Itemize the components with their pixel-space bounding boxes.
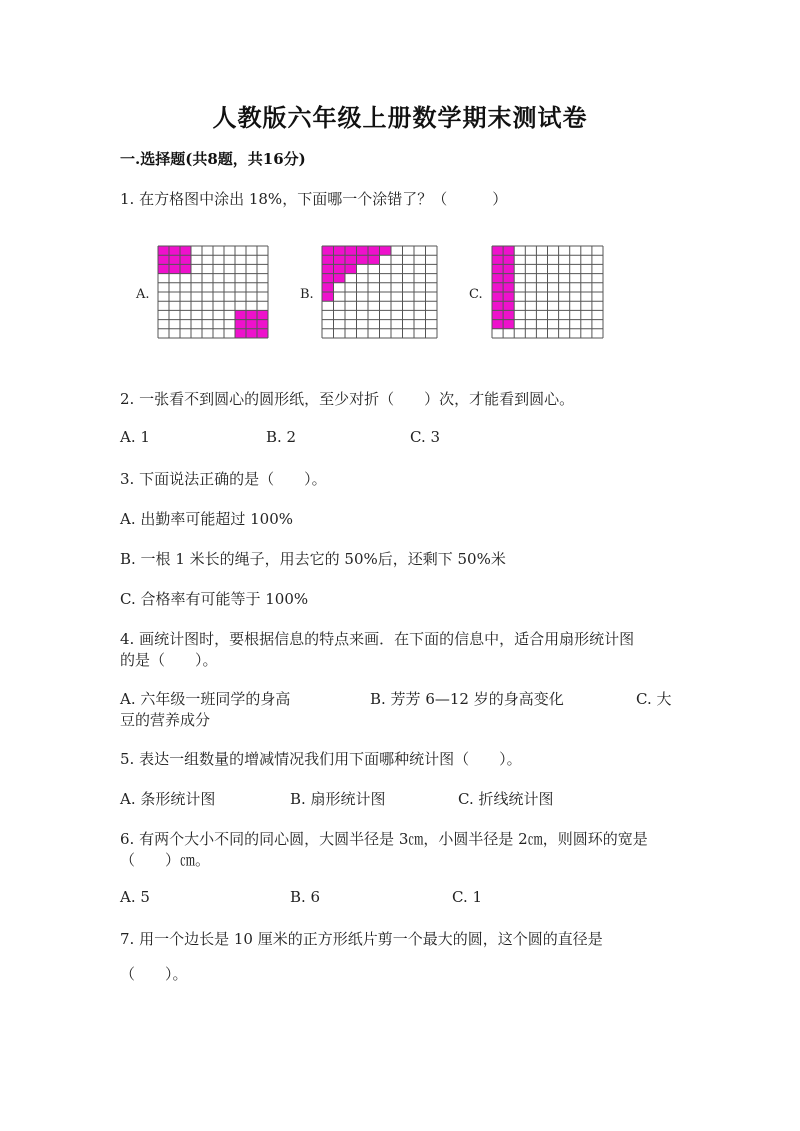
shaded-cell (246, 320, 257, 329)
shaded-cell (334, 246, 346, 255)
shaded-cell (345, 255, 357, 264)
question-7-stem-line1: 7. 用一个边长是 10 厘米的正方形纸片剪一个最大的圆，这个圆的直径是 (120, 930, 603, 948)
shaded-cell (368, 246, 380, 255)
grid-b-label: B. (300, 287, 314, 302)
shaded-cell (503, 310, 514, 319)
question-3-option-c: C. 合格率有可能等于 100% (120, 590, 309, 608)
shaded-cell (334, 274, 346, 283)
shaded-cell (180, 264, 191, 273)
grid-c (491, 245, 604, 339)
shaded-cell (322, 283, 334, 292)
shaded-cell (492, 301, 503, 310)
shaded-cell (380, 246, 392, 255)
question-5-stem: 5. 表达一组数量的增减情况我们用下面哪种统计图（ ）。 (120, 750, 522, 768)
shaded-cell (503, 274, 514, 283)
shaded-cell (169, 255, 180, 264)
question-6-stem-line1: 6. 有两个大小不同的同心圆，大圆半径是 3㎝，小圆半径是 2㎝，则圆环的宽是 (120, 830, 648, 848)
shaded-cell (246, 310, 257, 319)
question-5-option-c: C. 折线统计图 (458, 790, 554, 808)
question-1-stem: 1. 在方格图中涂出 18%，下面哪一个涂错了？（ ） (120, 190, 508, 208)
question-2-option-c: C. 3 (410, 428, 441, 446)
shaded-cell (492, 292, 503, 301)
shaded-cell (158, 246, 169, 255)
shaded-cell (158, 255, 169, 264)
shaded-cell (368, 255, 380, 264)
shaded-cell (322, 246, 334, 255)
shaded-cell (503, 283, 514, 292)
shaded-cell (503, 255, 514, 264)
question-2-stem: 2. 一张看不到圆心的圆形纸，至少对折（ ）次，才能看到圆心。 (120, 390, 575, 408)
shaded-cell (334, 255, 346, 264)
question-4-option-c: C. 大 (636, 690, 672, 708)
page-title: 人教版六年级上册数学期末测试卷 (212, 103, 588, 132)
shaded-cell (503, 292, 514, 301)
question-5-option-b: B. 扇形统计图 (290, 790, 386, 808)
question-4-stem-line1: 4. 画统计图时，要根据信息的特点来画．在下面的信息中，适合用扇形统计图 (120, 630, 635, 648)
shaded-cell (357, 255, 369, 264)
shaded-cell (357, 246, 369, 255)
question-3-stem: 3. 下面说法正确的是（ ）。 (120, 470, 327, 488)
question-4-stem-line2: 的是（ ）。 (120, 651, 218, 669)
question-5-option-a: A. 条形统计图 (120, 790, 216, 808)
shaded-cell (235, 329, 246, 338)
shaded-cell (492, 320, 503, 329)
shaded-cell (492, 264, 503, 273)
question-3-option-a: A. 出勤率可能超过 100% (120, 510, 294, 528)
question-6-stem-line2: （ ）㎝。 (120, 851, 211, 869)
shaded-cell (180, 255, 191, 264)
shaded-cell (492, 283, 503, 292)
question-2-option-b: B. 2 (266, 428, 297, 446)
question-6-option-c: C. 1 (452, 888, 483, 906)
shaded-cell (492, 255, 503, 264)
grid-b (321, 245, 438, 339)
question-6-option-a: A. 5 (120, 888, 150, 906)
shaded-cell (169, 264, 180, 273)
question-6-option-b: B. 6 (290, 888, 321, 906)
shaded-cell (345, 246, 357, 255)
question-7-stem-line2: （ ）。 (120, 965, 188, 983)
shaded-cell (503, 246, 514, 255)
shaded-cell (322, 274, 334, 283)
shaded-cell (492, 310, 503, 319)
shaded-cell (503, 320, 514, 329)
grid-a (157, 245, 269, 339)
shaded-cell (235, 310, 246, 319)
shaded-cell (334, 264, 346, 273)
shaded-cell (492, 246, 503, 255)
shaded-cell (322, 264, 334, 273)
shaded-cell (257, 320, 268, 329)
shaded-cell (169, 246, 180, 255)
shaded-cell (235, 320, 246, 329)
shaded-cell (180, 246, 191, 255)
question-4-option-a: A. 六年级一班同学的身高 (120, 690, 291, 708)
grid-c-label: C. (469, 287, 483, 302)
shaded-cell (503, 264, 514, 273)
shaded-cell (503, 301, 514, 310)
question-4-option-b: B. 芳芳 6—12 岁的身高变化 (370, 690, 564, 708)
shaded-cell (322, 292, 334, 301)
section-heading: 一.选择题(共8题，共16分) (120, 150, 306, 168)
shaded-cell (246, 329, 257, 338)
grid-a-label: A. (136, 287, 150, 302)
shaded-cell (322, 255, 334, 264)
shaded-cell (257, 329, 268, 338)
question-2-option-a: A. 1 (120, 428, 150, 446)
shaded-cell (158, 264, 169, 273)
shaded-cell (345, 264, 357, 273)
question-3-option-b: B. 一根 1 米长的绳子，用去它的 50%后，还剩下 50%米 (120, 550, 506, 568)
shaded-cell (492, 274, 503, 283)
shaded-cell (257, 310, 268, 319)
question-4-option-c-continued: 豆的营养成分 (120, 711, 211, 729)
